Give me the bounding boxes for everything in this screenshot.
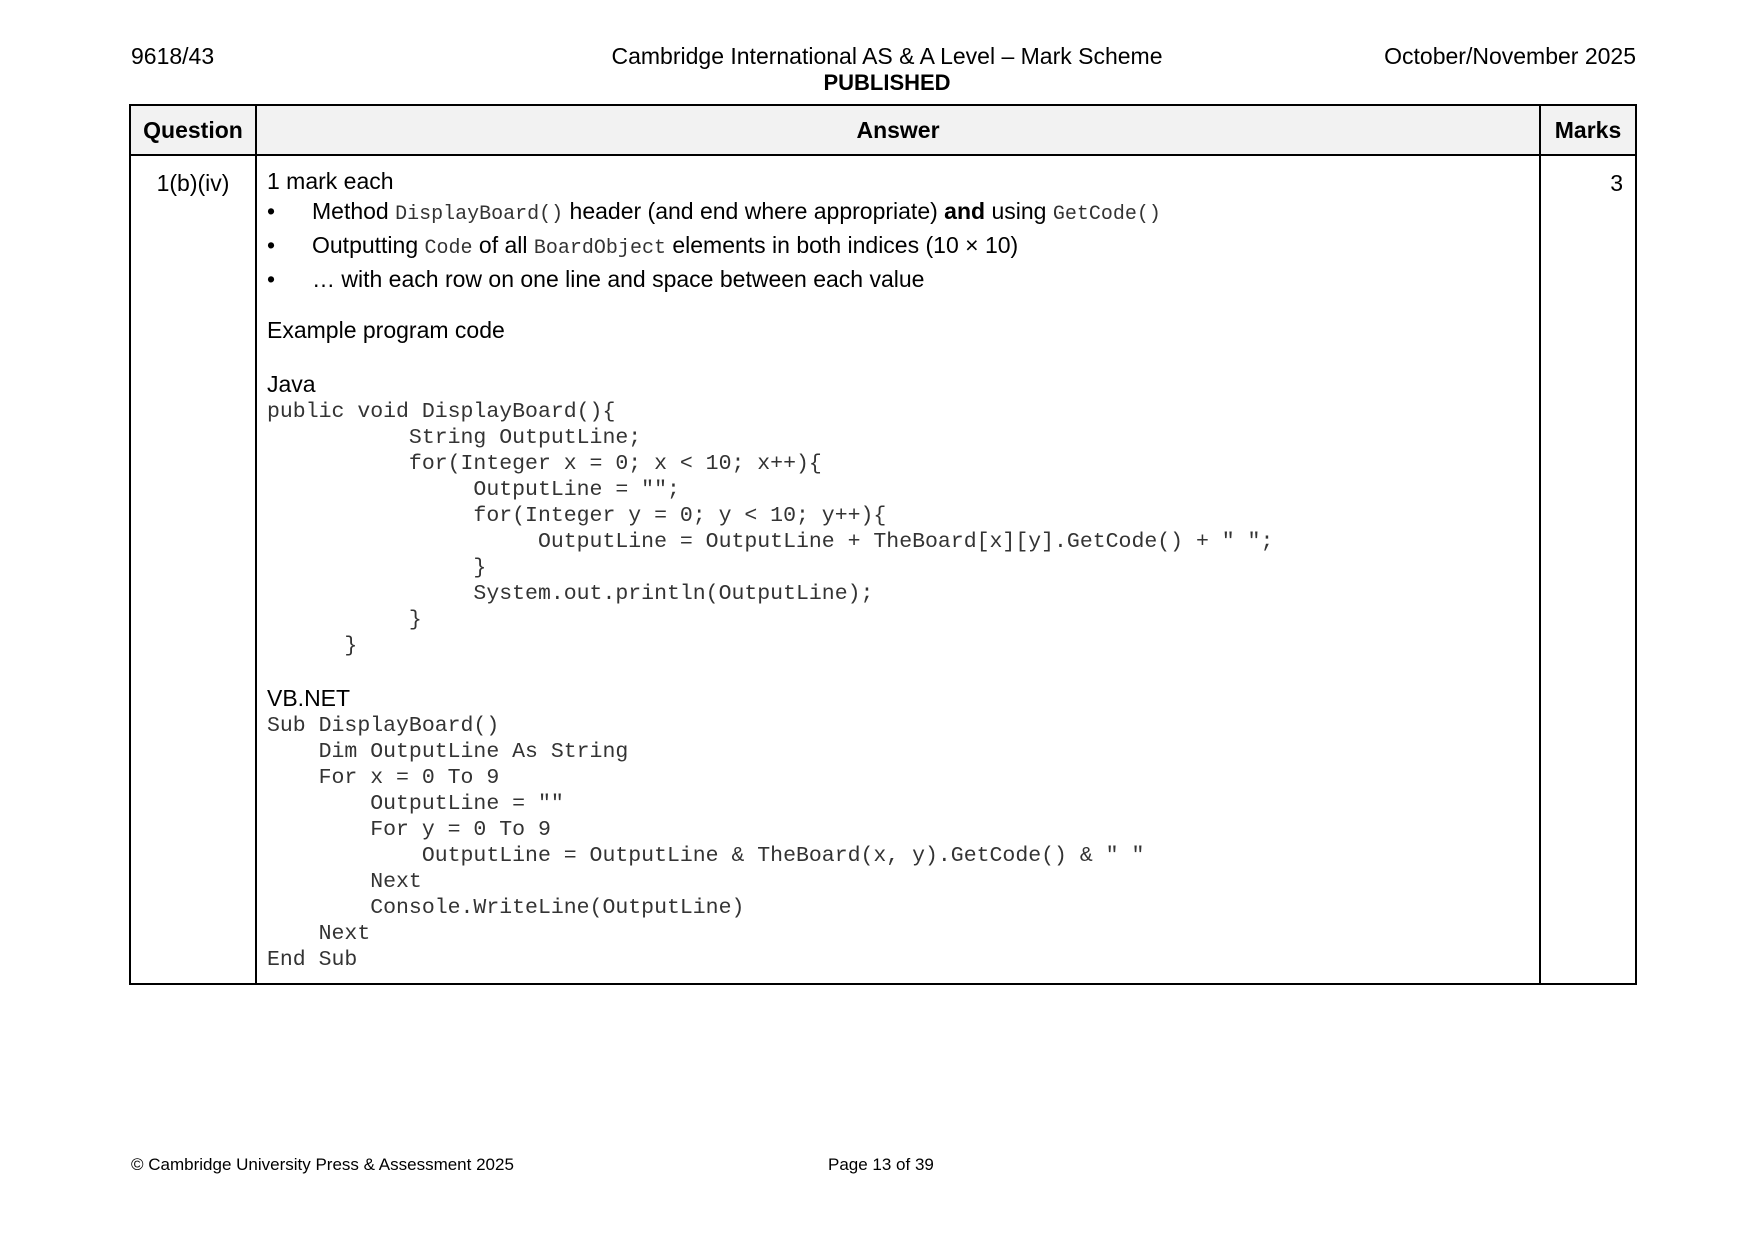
code-term: DisplayBoard() bbox=[395, 203, 564, 226]
mark-scheme-table bbox=[129, 104, 1637, 985]
marks-value: 3 bbox=[1540, 155, 1636, 984]
example-label: Example program code bbox=[267, 317, 505, 343]
emphasis: and bbox=[944, 198, 986, 224]
bullet-icon: • bbox=[267, 198, 276, 224]
marking-point: • Outputting Code of all BoardObject elements in both indices (10 × 10) bbox=[267, 232, 1019, 260]
bullet-icon: • bbox=[267, 232, 276, 258]
question-column-header: Question bbox=[130, 105, 256, 155]
vbnet-code-block: Sub DisplayBoard() Dim OutputLine As String For x = 0 To 9 OutputLine = "" For y = 0 To 9 OutputLine = OutputLine & TheBoard(x, y).GetCode() & " " Next Console.WriteLine(OutputLine) Next End Sub bbox=[267, 714, 1145, 972]
code-term: BoardObject bbox=[533, 237, 666, 260]
answer-cell bbox=[256, 155, 1540, 984]
page-number: Page 13 of 39 bbox=[828, 1155, 934, 1174]
marking-intro: 1 mark each bbox=[267, 168, 394, 194]
question-number: 1(b)(iv) bbox=[130, 155, 256, 984]
answer-column-header: Answer bbox=[256, 105, 1540, 155]
java-label: Java bbox=[267, 371, 316, 397]
code-term: GetCode() bbox=[1052, 203, 1161, 226]
marking-point: • Method DisplayBoard() header (and end where appropriate) and using GetCode() bbox=[267, 198, 1161, 226]
document-title: Cambridge International AS & A Level – Mark Scheme bbox=[611, 43, 1163, 69]
copyright-notice: © Cambridge University Press & Assessment 2025 bbox=[131, 1155, 514, 1174]
paper-code: 9618/43 bbox=[131, 43, 215, 69]
marking-point: • … with each row on one line and space between each value bbox=[267, 266, 925, 292]
bullet-icon: • bbox=[267, 266, 276, 292]
exam-session: October/November 2025 bbox=[1384, 43, 1636, 69]
marks-column-header: Marks bbox=[1540, 105, 1636, 155]
table-row bbox=[130, 155, 1636, 984]
marking-points bbox=[267, 196, 1529, 294]
java-code-block: public void DisplayBoard(){ String OutputLine; for(Integer x = 0; x < 10; x++){ OutputLine = ""; for(Integer y = 0; y < 10; y++){ OutputLine = OutputLine + TheBoard[x][y].GetCode() + " "; } System.out.println(OutputLine); } } bbox=[267, 400, 1274, 658]
code-term: Code bbox=[424, 237, 473, 260]
table-header-row bbox=[130, 105, 1636, 155]
published-label: PUBLISHED bbox=[823, 70, 951, 95]
vbnet-label: VB.NET bbox=[267, 685, 351, 711]
